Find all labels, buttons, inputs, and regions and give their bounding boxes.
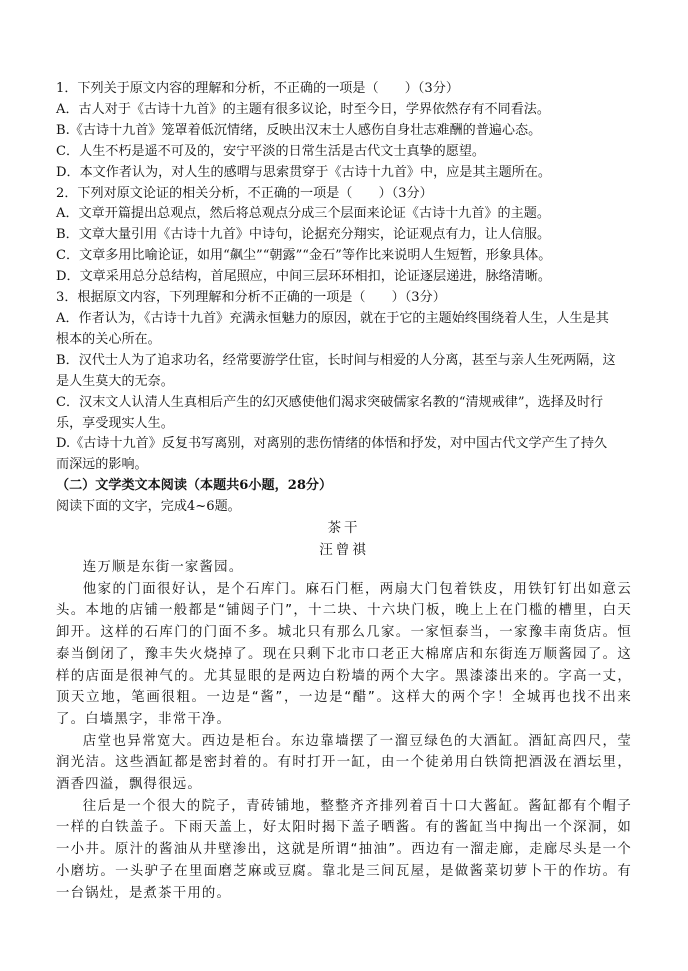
question-2-option-b: B．文章大量引用《古诗十九首》中诗句，论据充分翔实，论证观点有力，让人信服。: [56, 227, 551, 243]
passage-paragraph-3: 店堂也异常宽大。西边是柜台。东边靠墙摆了一溜豆绿色的大酒缸。酒缸高四尺，莹润光洁。这些酒缸都是密封着的。有时打开一缸，由一个徒弟用白铁筒把酒汲在酒坛里，酒香四溢，飘得很远。: [56, 733, 632, 793]
question-3-option-b: B．汉代士人为了追求功名，经常要游学仕宦，长时间与相爱的人分离，甚至与亲人生死两隔，这是人生莫大的无奈。: [56, 352, 616, 389]
section-title: （二）文学类文本阅读（本题共6小题，28分）: [56, 478, 333, 494]
question-3-option-c: C．汉末文人认清人生真相后产生的幻灭感使他们渴求突破儒家名教的“清规戒律”，选择及时行乐，享受现实人生。: [56, 394, 604, 431]
passage-title: 茶干: [327, 520, 361, 536]
question-2-option-a: A．文章开篇提出总观点，然后将总观点分成三个层面来论证《古诗十九首》的主题。: [56, 206, 550, 222]
question-3-option-d: D.《古诗十九首》反复书写离别，对离别的悲伤情绪的体悟和抒发，对中国古代文学产生了持久而深远的影响。: [56, 436, 608, 473]
questions-section: [56, 79, 616, 518]
question-1-option-a: A．古人对于《古诗十九首》的主题有很多议论，时至今日，学界依然存有不同看法。: [56, 101, 550, 117]
question-2-option-c: C．文章多用比喻论证，如用“飙尘”“朝露”“金石”等作比来说明人生短暂，形象具体。: [56, 248, 552, 264]
passage-author: 汪曾祺: [319, 542, 369, 558]
question-1-stem: 1．下列关于原文内容的理解和分析，不正确的一项是（ ）（3分）: [56, 81, 459, 96]
passage-paragraph-4: 往后是一个很大的院子，青砖铺地，整整齐齐排列着百十口大酱缸。酱缸都有个帽子一样的白铁盖子。下雨天盖上，好太阳时揭下盖子晒酱。有的酱缸当中掏出一个深洞，如一小井。原汁的酱油从井壁渗出，这就是所谓“抽油”。西边有一溜走廊，走廊尽头是一个小磨坊。一头驴子在里面磨芝麻或豆腐。靠北是三间瓦屋，是做酱菜切萝卜干的作坊。有一台锅灶，是煮茶干用的。: [56, 798, 632, 901]
passage-paragraph-2: 他家的门面很好认，是个石库门。麻石门框，两扇大门包着铁皮，用铁钉钉出如意云头。本地的店铺一般都是“铺闼子门”，十二块、十六块门板，晚上上在门槛的槽里，白天卸开。这样的石库门的门面不多。城北只有那么几家。一家恒泰当，一家豫丰南货店。恒泰当倒闭了，豫丰失火烧掉了。现在只剩下北市口老正大棉席店和东街连万顺酱园了。这样的店面是很神气的。尤其显眼的是两边白粉墙的两个大字。黑漆漆出来的。字高一丈，顶天立地，笔画很粗。一边是“酱”，一边是“醋”。这样大的两个字！全城再也找不出来了。白墙黑字，非常干净。: [56, 581, 632, 727]
question-1-option-b: B.《古诗十九首》笼罩着低沉情绪，反映出汉末士人感伤自身壮志难酬的普遍心态。: [56, 122, 542, 138]
question-2-option-d: D．文章采用总分总结构，首尾照应，中间三层环环相扣，论证逐层递进，脉络清晰。: [56, 269, 551, 285]
passage-body: [56, 557, 632, 904]
question-3-stem: 3．根据原文内容，下列理解和分析不正确的一项是（ ）（3分）: [56, 290, 446, 306]
question-3-option-a: A．作者认为，《古诗十九首》充满永恒魅力的原因，就在于它的主题始终围绕着人生，人生是其根本的关心所在。: [56, 310, 609, 347]
question-1-option-d: D．本文作者认为，对人生的感喟与思索贯穿于《古诗十九首》中，应是其主题所在。: [56, 164, 551, 180]
reading-prompt: 阅读下面的文字，完成4~6题。: [56, 499, 241, 515]
question-1-option-c: C．人生不朽是遥不可及的，安宁平淡的日常生活是古代文士真挚的愿望。: [56, 143, 486, 159]
passage-paragraph-1: 连万顺是东街一家酱园。: [82, 560, 244, 575]
question-2-stem: 2．下列对原文论证的相关分析，不正确的一项是（ ）（3分）: [56, 185, 433, 201]
